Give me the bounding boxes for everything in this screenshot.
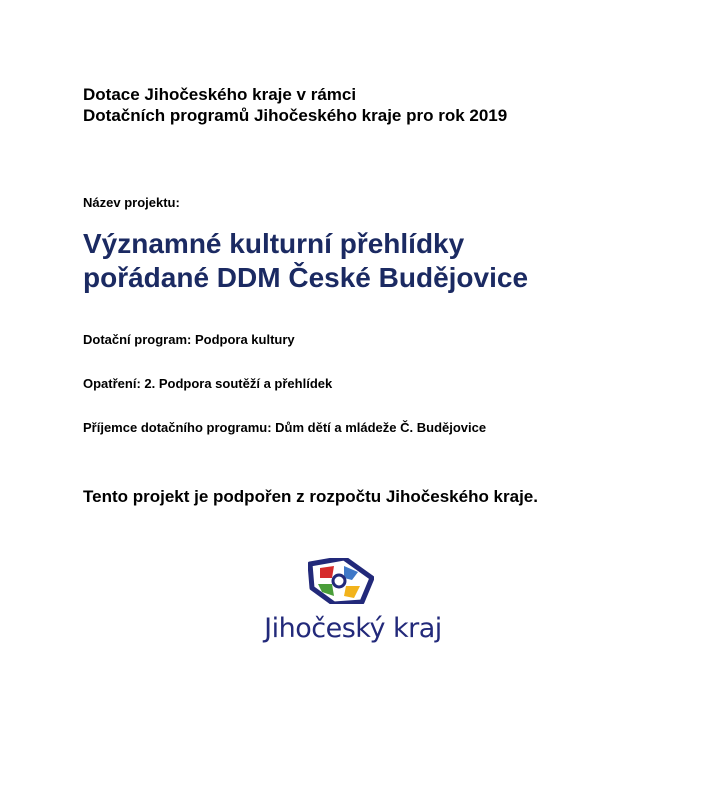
project-name: [83, 227, 528, 295]
document-heading: [83, 84, 507, 126]
project-name-line-2: pořádané DDM České Budějovice: [83, 262, 529, 293]
heading-line-1: Dotace Jihočeského kraje v rámci: [83, 85, 357, 104]
project-name-line-1: Významné kulturní přehlídky: [83, 228, 465, 259]
heading-line-2: Dotačních programů Jihočeského kraje pro rok 2019: [83, 106, 508, 125]
measure-line: Opatření: 2. Podpora soutěží a přehlídek: [83, 376, 333, 391]
region-emblem-icon: [308, 558, 374, 604]
support-statement: Tento projekt je podpořen z rozpočtu Jihočeského kraje.: [83, 487, 538, 506]
project-label: Název projektu:: [83, 195, 180, 210]
program-line: Dotační program: Podpora kultury: [83, 332, 295, 347]
logo-text: Jihočeský kraj: [264, 613, 442, 644]
recipient-line: Příjemce dotačního programu: Dům dětí a mládeže Č. Budějovice: [83, 420, 487, 435]
jihocesky-kraj-logo: [248, 558, 458, 658]
